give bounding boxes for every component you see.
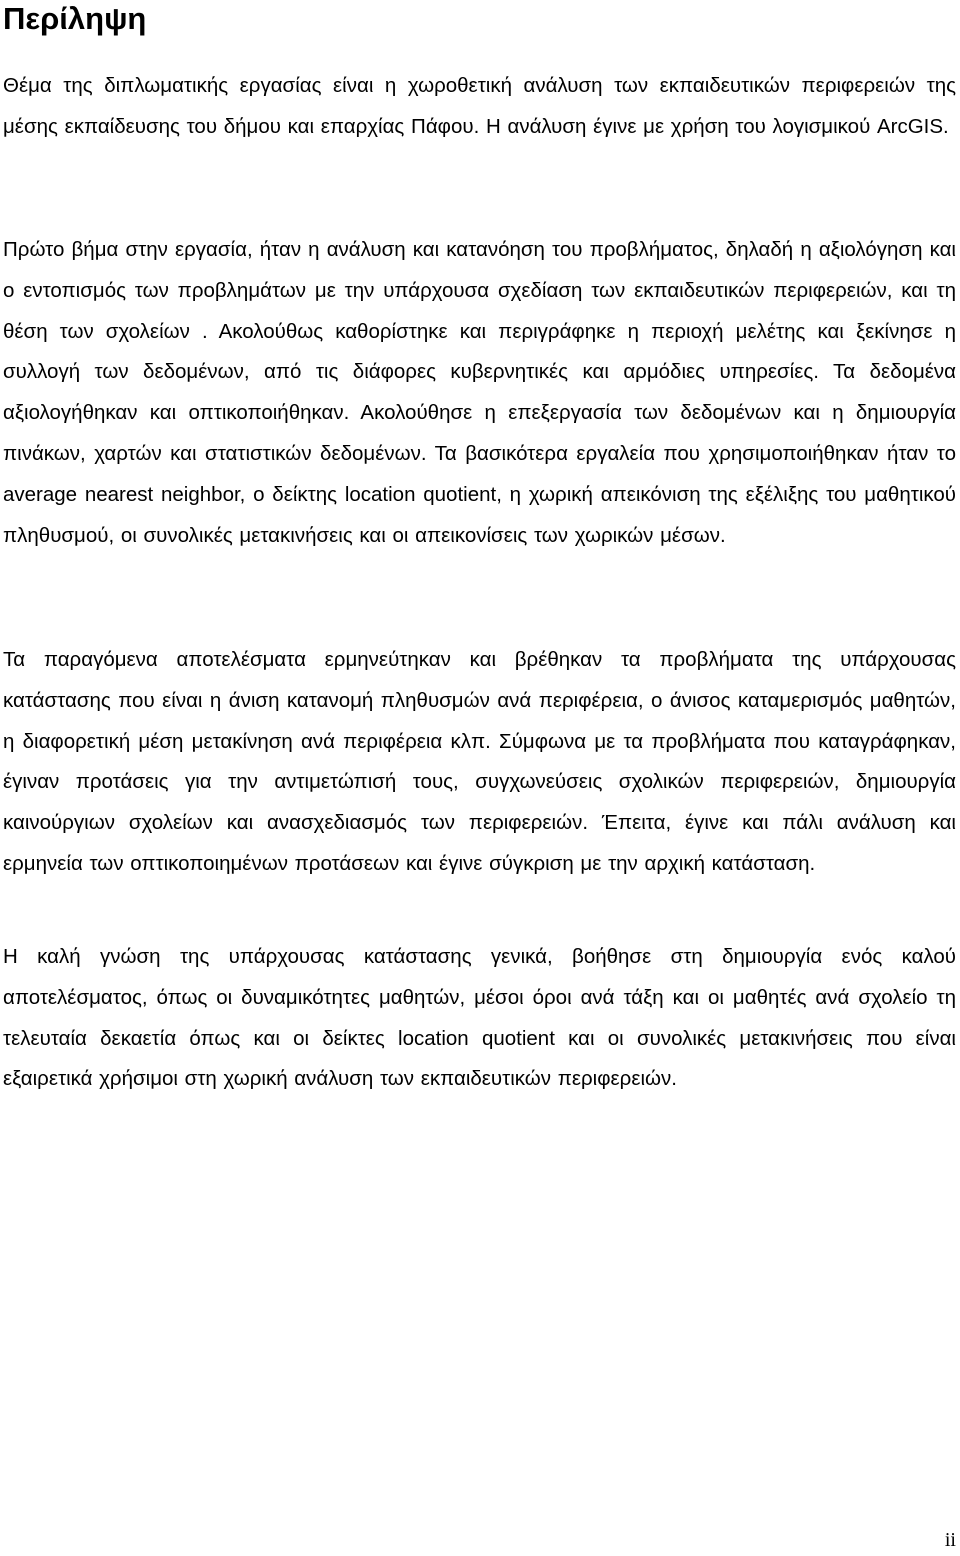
abstract-paragraph-4: Η καλή γνώση της υπάρχουσας κατάστασης γενικά, βοήθησε στη δημιουργία ενός καλού αποτελέσματος, όπως οι δυναμικότητες μαθητών, μέσοι όροι ανά τάξη και οι μαθητές ανά σχολείο τη τελευταία δεκαετία όπως και οι δείκτες location quotient και οι συνολικές μετακινήσεις που είναι εξαιρετικά χρήσιμοι στη χωρική ανάλυση των εκπαιδευτικών περιφερειών.	[3, 945, 956, 1091]
page-number: ii	[944, 1529, 956, 1551]
abstract-paragraph-1: Θέμα της διπλωματικής εργασίας είναι η χωροθετική ανάλυση των εκπαιδευτικών περιφερειών της μέσης εκπαίδευσης του δήμου και επαρχίας Πάφου. Η ανάλυση έγινε με χρήση του λογισμικού ArcGIS.	[3, 74, 956, 138]
abstract-paragraph-2: Πρώτο βήμα στην εργασία, ήταν η ανάλυση και κατανόηση του προβλήματος, δηλαδή η αξιολόγηση και ο εντοπισμός των προβλημάτων με την υπάρχουσα σχεδίαση των εκπαιδευτικών περιφερειών, και τη θέση των σχολείων . Ακολούθως καθορίστηκε και περιγράφηκε η περιοχή μελέτης και ξεκίνησε η συλλογή των δεδομένων, από τις διάφορες κυβερνητικές και αρμόδιες υπηρεσίες. Τα δεδομένα αξιολογήθηκαν και οπτικοποιήθηκαν. Ακολούθησε η επεξεργασία των δεδομένων και η δημιουργία πινάκων, χαρτών και στατιστικών δεδομένων. Τα βασικότερα εργαλεία που χρησιμοποιήθηκαν ήταν το average nearest neighbor, ο δείκτης location quotient, η χωρική απεικόνιση της εξέλιξης του μαθητικού πληθυσμού, οι συνολικές μετακινήσεις και οι απεικονίσεις των χωρικών μέσων.	[3, 238, 956, 547]
page-title: Περίληψη	[3, 1, 147, 36]
abstract-paragraph-3: Τα παραγόμενα αποτελέσματα ερμηνεύτηκαν και βρέθηκαν τα προβλήματα της υπάρχουσας κατάστασης που είναι η άνιση κατανομή πληθυσμών ανά περιφέρεια, ο άνισος καταμερισμός μαθητών, η διαφορετική μέση μετακίνηση ανά περιφέρεια κλπ. Σύμφωνα με τα προβλήματα που καταγράφηκαν, έγιναν προτάσεις για την αντιμετώπισή τους, συγχωνεύσεις σχολικών περιφερειών, δημιουργία καινούργιων σχολείων και ανασχεδιασμός των περιφερειών. Έπειτα, έγινε και πάλι ανάλυση και ερμηνεία των οπτικοποιημένων προτάσεων και έγινε σύγκριση με την αρχική κατάσταση.	[3, 648, 956, 875]
